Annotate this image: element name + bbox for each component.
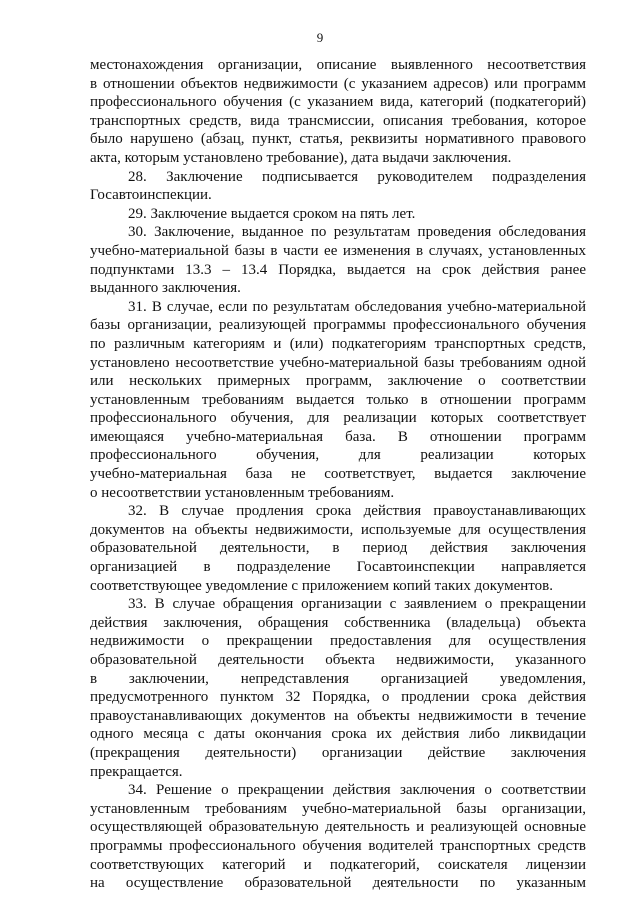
text-line: в отношении объектов недвижимости (с указанием адресов) или программ [90, 75, 586, 92]
text-line: 32. В случае продления срока действия правоустанавливающих [128, 503, 586, 520]
text-line: в заключении, непредставления организацией уведомления, [90, 670, 586, 687]
text-line: соответствующее уведомление с приложением копий таких документов. [90, 577, 553, 594]
text-line: организацией в подразделение Госавтоинспекции направляется [90, 559, 586, 576]
text-line: одного месяца с даты окончания срока их действия либо ликвидации [90, 726, 586, 743]
text-line: базы организации, реализующей программы профессионального обучения [90, 317, 586, 334]
text-line: установлено несоответствие учебно-материальной базы требованиям одной [90, 354, 586, 371]
text-line: правоустанавливающих документов на объекты недвижимости в течение [90, 707, 586, 724]
text-line: действия заключения, обращения собственника (владельца) объекта [90, 614, 586, 631]
text-line: акта, которым установлено требование), дата выдачи заключения. [90, 149, 512, 166]
text-line: образовательной деятельности, в период действия заключения [90, 540, 586, 557]
text-line: 30. Заключение, выданное по результатам проведения обследования [128, 224, 586, 241]
text-line: о несоответствии установленным требованиям. [90, 484, 395, 501]
text-line: профессионального обучения, для реализации которых [90, 447, 586, 464]
text-line: имеющаяся учебно-материальная база. В отношении программ [90, 428, 586, 445]
text-line: по различным категориям и (или) подкатегориям транспортных средств, [90, 335, 586, 352]
text-line: транспортных средств, вида трансмиссии, описания требования, которое [90, 112, 586, 129]
text-line: местонахождения организации, описание выявленного несоответствия [90, 57, 586, 73]
text-line: или нескольких примерных программ, заключение о соответствии [90, 373, 586, 390]
text-line: предусмотренного пунктом 32 Порядка, о продлении срока действия [90, 689, 586, 706]
text-line: установленным требованиям учебно-материальной базы организации, [90, 800, 586, 817]
text-line: учебно-материальной базы в части ее изменения в случаях, установленных [90, 242, 586, 259]
text-line: 33. В случае обращения организации с заявлением о прекращении [128, 596, 586, 613]
text-line: 29. Заключение выдается сроком на пять лет. [128, 205, 416, 222]
text-line: образовательной деятельности объекта недвижимости, указанного [90, 652, 586, 668]
text-line: Госавтоинспекции. [90, 187, 212, 204]
text-line: прекращается. [90, 763, 183, 780]
text-line: недвижимости о прекращении предоставления для осуществления [90, 633, 586, 650]
text-line: 28. Заключение подписывается руководителем подразделения [128, 168, 586, 185]
body-text [90, 56, 586, 893]
text-line: учебно-материальная база не соответствует, выдается заключение [90, 466, 586, 483]
text-line: выданного заключения. [90, 280, 241, 297]
text-line: осуществляющей образовательную деятельность и реализующей основные [90, 819, 586, 836]
text-line: 31. В случае, если по результатам обследования учебно-материальной [128, 298, 586, 315]
text-line: было нарушено (абзац, пункт, статья, реквизиты нормативного правового [90, 131, 586, 148]
text-line: на осуществление образовательной деятельности по указанным [90, 875, 586, 892]
text-line: профессионального обучения (с указанием вида, категорий (подкатегорий) [90, 94, 586, 111]
text-line: документов на объекты недвижимости, используемые для осуществления [90, 521, 586, 538]
text-line: соответствующих категорий и подкатегорий, соискателя лицензии [90, 856, 586, 873]
text-line: подпунктами 13.3 – 13.4 Порядка, выдается на срок действия ранее [90, 261, 586, 278]
text-line: 34. Решение о прекращении действия заключения о соответствии [128, 782, 586, 799]
text-line: программы профессионального обучения водителей транспортных средств [90, 837, 586, 854]
page-number: 9 [316, 30, 324, 45]
text-line: профессионального обучения, для реализации которых соответствует [90, 410, 586, 427]
text-line: (прекращения деятельности) организации действие заключения [90, 744, 586, 761]
text-line: установленным требованиям выдается только в отношении программ [90, 391, 586, 408]
